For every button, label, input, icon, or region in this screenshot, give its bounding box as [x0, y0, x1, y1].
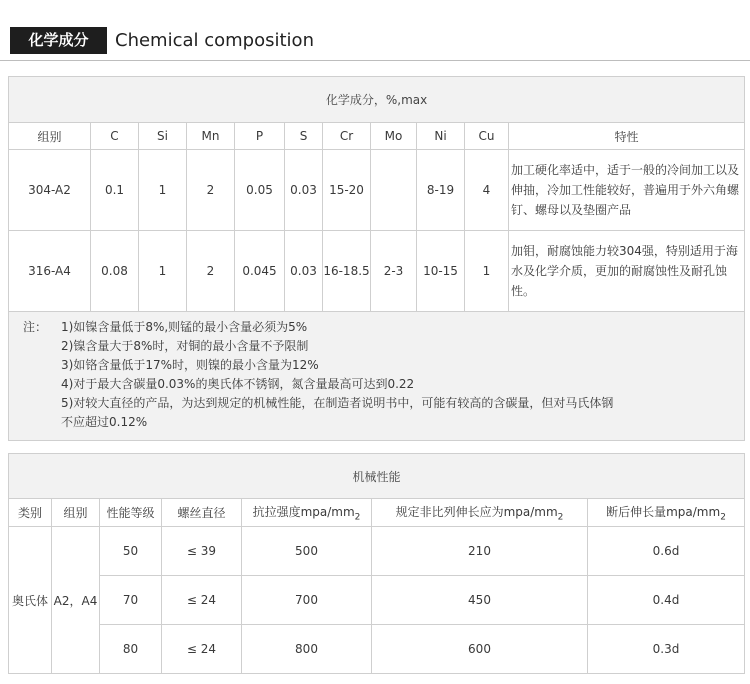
note-line [23, 394, 744, 432]
property-cell: 加工硬化率适中，适于一般的冷间加工以及伸抽，冷加工性能较好，普遍用于外六角螺钉、螺母以及垫圈产品 [509, 150, 745, 231]
column-header: 特性 [509, 123, 745, 150]
note-text: 5)对较大直径的产品，为达到规定的机械性能，在制造者说明书中，可能有较高的含碳量，但对马氏体钢不应超过0.12% [61, 396, 614, 429]
column-header: 螺丝直径 [162, 499, 242, 527]
table-cell: 210 [372, 527, 588, 576]
notes-label: 注： [23, 320, 48, 334]
header-divider [0, 60, 750, 61]
category-cell: 奥氏体 [9, 527, 52, 674]
table-cell [371, 150, 417, 231]
table-cell: 450 [372, 576, 588, 625]
table-cell: 0.1 [91, 150, 139, 231]
mechanical-properties-table [8, 453, 745, 674]
table-cell: 15-20 [323, 150, 371, 231]
section-header [0, 0, 750, 70]
table-cell: 16-18.5 [323, 231, 371, 312]
notes-block [9, 312, 745, 441]
table-cell: 70 [100, 576, 162, 625]
column-header: 规定非比列伸长应为mpa/$mm_2$ [372, 499, 588, 527]
table-cell: 80 [100, 625, 162, 674]
column-header: 组别 [52, 499, 100, 527]
table-cell: 0.4d [588, 576, 745, 625]
table-cell: 1 [139, 231, 187, 312]
table-row [9, 625, 745, 674]
column-header: Ni [417, 123, 465, 150]
group-cell: A2，A4 [52, 527, 100, 674]
note-text: 4)对于最大含碳量0.03%的奥氏体不锈钢，氮含量最高可达到0.22 [61, 377, 415, 391]
table-row [9, 231, 745, 312]
table-cell: ≤ 24 [162, 576, 242, 625]
table-cell: 50 [100, 527, 162, 576]
column-header: Mn [187, 123, 235, 150]
table-cell: 0.03 [285, 150, 323, 231]
column-header: Si [139, 123, 187, 150]
table-cell: 600 [372, 625, 588, 674]
note-text: 2)镍含量大于8%时，对铜的最小含量不予限制 [61, 339, 309, 353]
property-cell: 加钼，耐腐蚀能力较304强，特别适用于海水及化学介质，更加的耐腐蚀性及耐孔蚀性。 [509, 231, 745, 312]
note-text: 3)如铬含量低于17%时，则镍的最小含量为12% [61, 358, 319, 372]
table-row [9, 576, 745, 625]
table-cell: 2 [187, 231, 235, 312]
column-header: Mo [371, 123, 417, 150]
table-cell: 4 [465, 150, 509, 231]
mech-header-row [9, 499, 745, 527]
table-cell: 1 [465, 231, 509, 312]
column-header: 断后伸长量mpa/$mm_2$ [588, 499, 745, 527]
column-header: P [235, 123, 285, 150]
grade-cell: 304-A2 [9, 150, 91, 231]
column-header: Cu [465, 123, 509, 150]
table-row [9, 527, 745, 576]
column-header: Cr [323, 123, 371, 150]
section-title: Chemical composition [115, 30, 314, 51]
table-cell: 0.6d [588, 527, 745, 576]
table-cell: ≤ 24 [162, 625, 242, 674]
table-cell: 0.05 [235, 150, 285, 231]
note-line [23, 375, 744, 394]
table-cell: 0.08 [91, 231, 139, 312]
table-row [9, 150, 745, 231]
section-tag: 化学成分 [10, 27, 107, 54]
column-header: 类别 [9, 499, 52, 527]
chem-table-caption: 化学成分，%,max [9, 77, 745, 123]
mech-table-caption: 机械性能 [9, 454, 745, 499]
chemical-composition-table [8, 76, 745, 441]
table-cell: 0.3d [588, 625, 745, 674]
table-cell: 0.045 [235, 231, 285, 312]
chem-header-row [9, 123, 745, 150]
note-line [23, 318, 744, 337]
note-line [23, 337, 744, 356]
column-header: 性能等级 [100, 499, 162, 527]
column-header: 抗拉强度mpa/$mm_2$ [242, 499, 372, 527]
table-cell: 1 [139, 150, 187, 231]
note-text: 1)如镍含量低于8%,则锰的最小含量必须为5% [61, 320, 308, 334]
table-cell: 500 [242, 527, 372, 576]
column-header: C [91, 123, 139, 150]
column-header: S [285, 123, 323, 150]
table-cell: ≤ 39 [162, 527, 242, 576]
grade-cell: 316-A4 [9, 231, 91, 312]
table-cell: 2-3 [371, 231, 417, 312]
table-cell: 2 [187, 150, 235, 231]
table-cell: 0.03 [285, 231, 323, 312]
note-line [23, 356, 744, 375]
table-cell: 8-19 [417, 150, 465, 231]
table-cell: 800 [242, 625, 372, 674]
table-cell: 700 [242, 576, 372, 625]
column-header: 组别 [9, 123, 91, 150]
table-cell: 10-15 [417, 231, 465, 312]
